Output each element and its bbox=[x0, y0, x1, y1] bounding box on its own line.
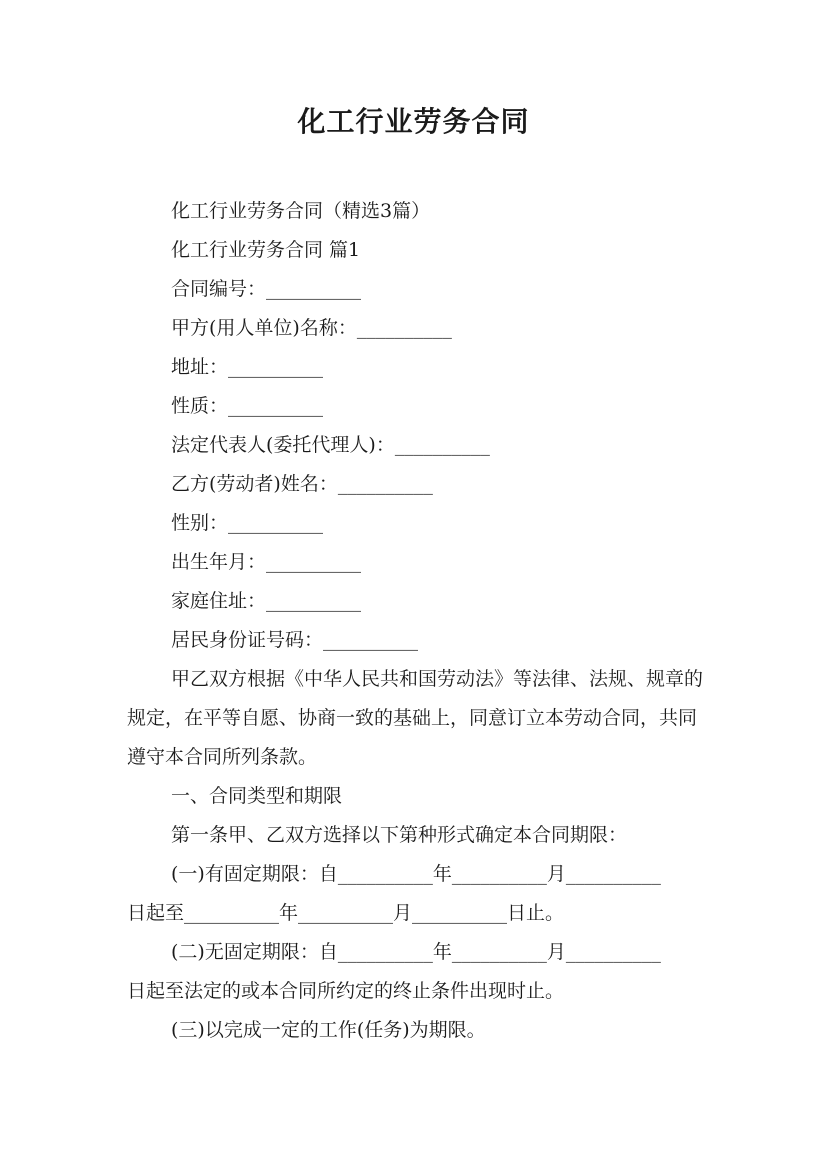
section-1-heading: 一、合同类型和期限 bbox=[171, 785, 343, 807]
document-title: 化工行业劳务合同 bbox=[297, 105, 530, 138]
contract-number-field: 合同编号：__________ bbox=[171, 278, 362, 300]
option-2-line-1: (二)无固定期限：自__________年__________月__________ bbox=[171, 941, 661, 963]
option-3: (三)以完成一定的工作(任务)为期限。 bbox=[171, 1019, 486, 1041]
article-1: 第一条甲、乙双方选择以下第种形式确定本合同期限： bbox=[171, 824, 628, 846]
party-a-name-field: 甲方(用人单位)名称：__________ bbox=[171, 317, 452, 339]
option-1-line-1: (一)有固定期限：自__________年__________月__________ bbox=[171, 863, 661, 885]
address-field: 地址：__________ bbox=[171, 356, 324, 378]
preamble-paragraph: 甲乙双方根据《中华人民共和国劳动法》等法律、法规、规章的规定，在平等自愿、协商一致的基础上，同意订立本劳动合同，共同遵守本合同所列条款。 bbox=[127, 668, 704, 768]
home-address-field: 家庭住址：__________ bbox=[171, 590, 362, 612]
id-number-field: 居民身份证号码：__________ bbox=[171, 629, 419, 651]
subtitle-line: 化工行业劳务合同（精选3篇） bbox=[171, 200, 431, 222]
part-heading: 化工行业劳务合同 篇1 bbox=[171, 239, 361, 261]
option-1-line-2: 日起至__________年__________月__________日止。 bbox=[127, 902, 565, 924]
nature-field: 性质：__________ bbox=[171, 395, 324, 417]
party-b-name-field: 乙方(劳动者)姓名：__________ bbox=[171, 473, 433, 495]
gender-field: 性别：__________ bbox=[171, 512, 324, 534]
option-2-line-2: 日起至法定的或本合同所约定的终止条件出现时止。 bbox=[127, 980, 565, 1002]
legal-representative-field: 法定代表人(委托代理人)：__________ bbox=[171, 434, 490, 456]
birth-date-field: 出生年月：__________ bbox=[171, 551, 362, 573]
